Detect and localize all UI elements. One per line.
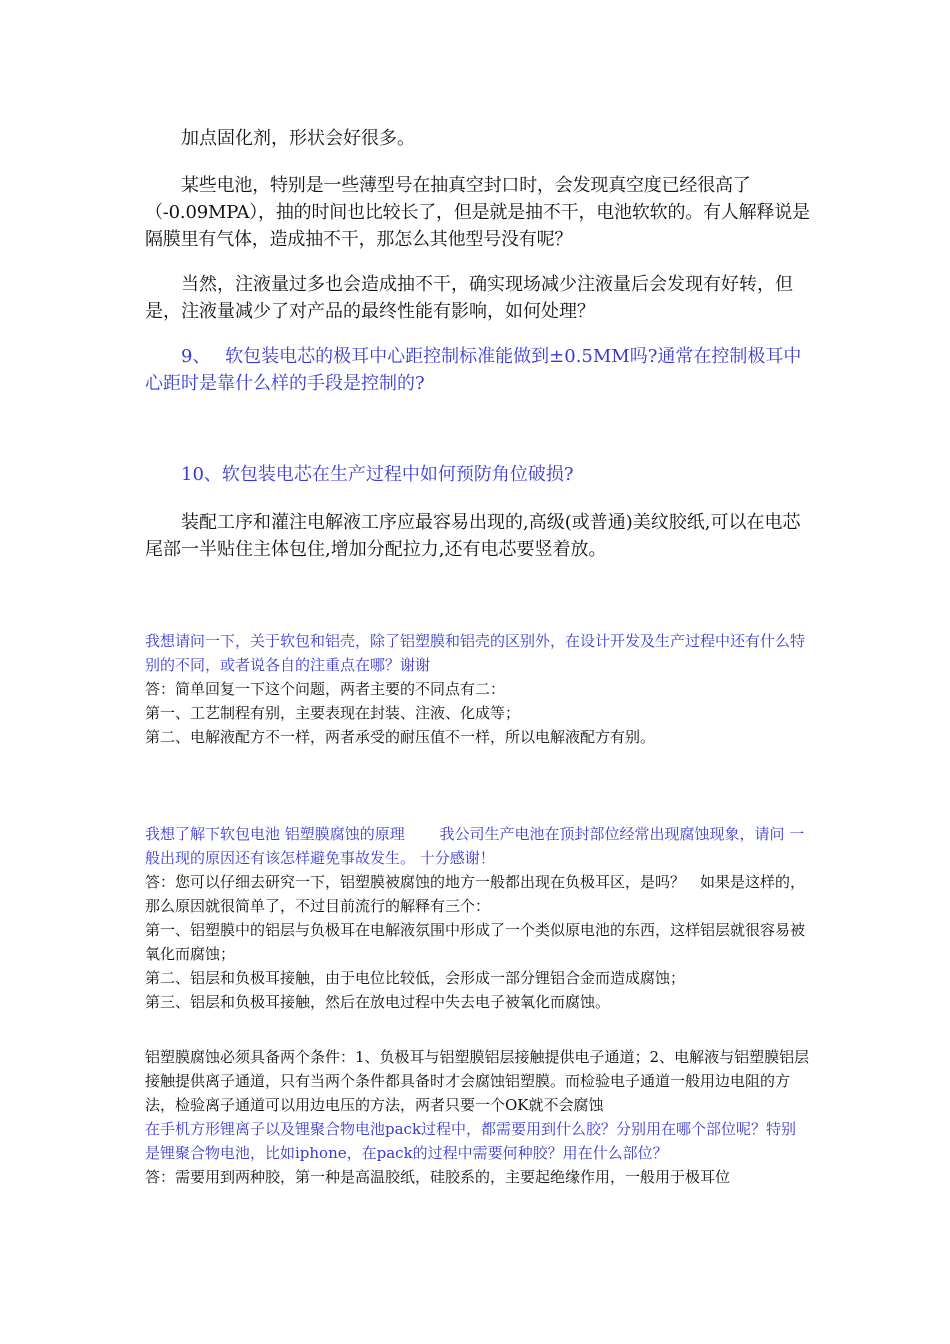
qa2-point-3: 第三、铝层和负极耳接触，然后在放电过程中失去电子被氧化而腐蚀。 [145, 993, 611, 1011]
paragraph-electrolyte-volume: 当然，注液量过多也会造成抽不干，确实现场减少注液量后会发现有好转，但是，注液量减少了对产品的最终性能有影响，如何处理？ [145, 274, 793, 322]
answer-10-corner-damage: 装配工序和灌注电解液工序应最容易出现的,高级(或普通)美纹胶纸,可以在电芯尾部一半贴住主体包住,增加分配拉力,还有电芯要竖着放。 [145, 512, 801, 560]
qa1-answer: 答：简单回复一下这个问题，两者主要的不同点有二： [145, 680, 506, 698]
qa2-point-1: 第一、铝塑膜中的铝层与负极耳在电解液氛围中形成了一个类似原电池的东西，这样铝层就很容易被氧化而腐蚀； [145, 921, 806, 963]
qa2-answer: 答：您可以仔细去研究一下，铝塑膜被腐蚀的地方一般都出现在负极耳区，是吗？ 如果是这样的，那么原因就很简单了，不过目前流行的解释有三个： [145, 873, 806, 915]
qa1-question: 我想请问一下，关于软包和铝壳，除了铝塑膜和铝壳的区别外，在设计开发及生产过程中还有什么特别的不同，或者说各自的注重点在哪？谢谢 [145, 632, 806, 674]
question-9-tab-spacing: 9、 软包装电芯的极耳中心距控制标准能做到±0.5MM吗?通常在控制极耳中心距时是靠什么样的手段是控制的? [145, 346, 802, 394]
paragraph-curing-agent: 加点固化剂，形状会好很多。 [181, 128, 415, 149]
qa3-answer: 答：需要用到两种胶，第一种是高温胶纸，硅胶系的，主要起绝缘作用，一般用于极耳位 [145, 1168, 731, 1186]
qa1-point-2: 第二、电解液配方不一样，两者承受的耐压值不一样，所以电解液配方有别。 [145, 728, 656, 746]
qa2-conclusion: 铝塑膜腐蚀必须具备两个条件：1、负极耳与铝塑膜铝层接触提供电子通道；2、电解液与铝塑膜铝层接触提供离子通道，只有当两个条件都具备时才会腐蚀铝塑膜。而检验电子通道一般用边电阻的方法，检验离子通道可以用边电压的方法，两者只要一个OK就不会腐蚀 [145, 1048, 810, 1114]
qa2-question: 我想了解下软包电池 铝塑膜腐蚀的原理 我公司生产电池在顶封部位经常出现腐蚀现象，请问 一般出现的原因还有该怎样避免事故发生。 十分感谢！ [145, 825, 805, 867]
qa3-question: 在手机方形锂离子以及锂聚合物电池pack过程中，都需要用到什么胶？分别用在哪个部位呢？特别是锂聚合物电池，比如iphone，在pack的过程中需要何种胶？用在什么部位？ [145, 1120, 797, 1162]
qa1-point-1: 第一、工艺制程有别，主要表现在封装、注液、化成等； [145, 704, 521, 722]
qa-film-corrosion [145, 822, 810, 1014]
paragraph-vacuum-sealing: 某些电池，特别是一些薄型号在抽真空封口时，会发现真空度已经很高了（-0.09MPA），抽的时间也比较长了，但是就是抽不干，电池软软的。有人解释说是隔膜里有气体，造成抽不干，那怎么其他型号没有呢？ [145, 175, 810, 250]
question-10-corner-damage: 10、软包装电芯在生产过程中如何预防角位破损? [181, 464, 574, 485]
qa2-point-2: 第二、铝层和负极耳接触，由于电位比较低，会形成一部分锂铝合金而造成腐蚀； [145, 969, 686, 987]
qa-corrosion-conditions [145, 1045, 810, 1189]
qa-pouch-vs-aluminum-case [145, 629, 810, 749]
